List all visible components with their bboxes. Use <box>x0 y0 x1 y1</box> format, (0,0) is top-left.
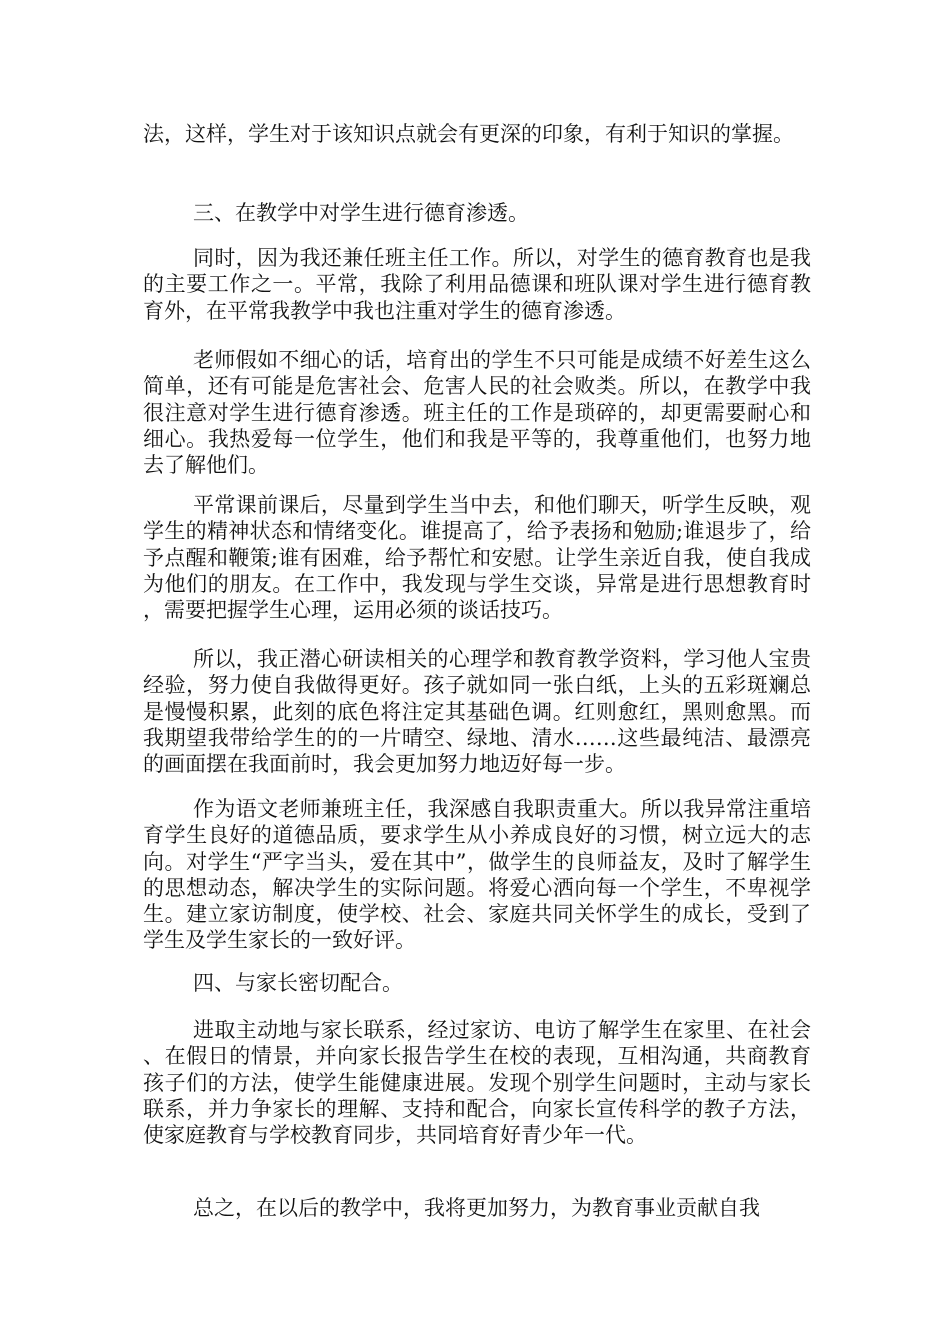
paragraph-9: 总之，在以后的教学中，我将更加努力，为教育事业贡献自我 <box>193 1196 760 1220</box>
paragraph-6: 所以，我正潜心研读相关的心理学和教育教学资料，学习他人宝贵经验，努力使自我做得更好。孩子就如同一张白纸，上头的五彩斑斓总是慢慢积累，此刻的底色将注定其基础色调。红则愈红，黑则愈黑。而我期望我带给学生的的一片晴空、绿地、清水……这些最纯洁、最漂亮的画面摆在我面前时，我会更加努力地迈好每一步。 <box>143 647 811 777</box>
paragraph-continuation: 法，这样，学生对于该知识点就会有更深的印象，有利于知识的掌握。 <box>143 122 794 146</box>
paragraph-5: 平常课前课后，尽量到学生当中去，和他们聊天，听学生反映，观学生的精神状态和情绪变化。谁提高了，给予表扬和勉励;谁退步了，给予点醒和鞭策;谁有困难，给予帮忙和安慰。让学生亲近自我，使自我成为他们的朋友。在工作中，我发现与学生交谈，异常是进行思想教育时，需要把握学生心理，运用必须的谈话技巧。 <box>143 493 811 623</box>
paragraph-4: 老师假如不细心的话，培育出的学生不只可能是成绩不好差生这么简单，还有可能是危害社会、危害人民的社会败类。所以，在教学中我很注意对学生进行德育渗透。班主任的工作是琐碎的，却更需要耐心和细心。我热爱每一位学生，他们和我是平等的，我尊重他们，也努力地去了解他们。 <box>143 348 811 478</box>
paragraph-3: 同时，因为我还兼任班主任工作。所以，对学生的德育教育也是我的主要工作之一。平常，我除了利用品德课和班队课对学生进行德育教育外，在平常我教学中我也注重对学生的德育渗透。 <box>143 246 811 323</box>
paragraph-7: 作为语文老师兼班主任，我深感自我职责重大。所以我异常注重培育学生良好的道德品质，要求学生从小养成良好的习惯，树立远大的志向。对学生“严字当头，爱在其中”，做学生的良师益友，及时了解学生的思想动态，解决学生的实际问题。将爱心洒向每一个学生，不卑视学生。建立家访制度，使学校、社会、家庭共同关怀学生的成长，受到了学生及学生家长的一致好评。 <box>143 797 811 953</box>
section-heading-3: 三、在教学中对学生进行德育渗透。 <box>193 201 529 225</box>
section-heading-4: 四、与家长密切配合。 <box>193 971 403 995</box>
paragraph-8: 进取主动地与家长联系，经过家访、电访了解学生在家里、在社会、在假日的情景，并向家长报告学生在校的表现，互相沟通，共商教育孩子们的方法，使学生能健康进展。发现个别学生问题时，主动与家长联系，并力争家长的理解、支持和配合，向家长宣传科学的教子方法，使家庭教育与学校教育同步，共同培育好青少年一代。 <box>143 1018 811 1148</box>
